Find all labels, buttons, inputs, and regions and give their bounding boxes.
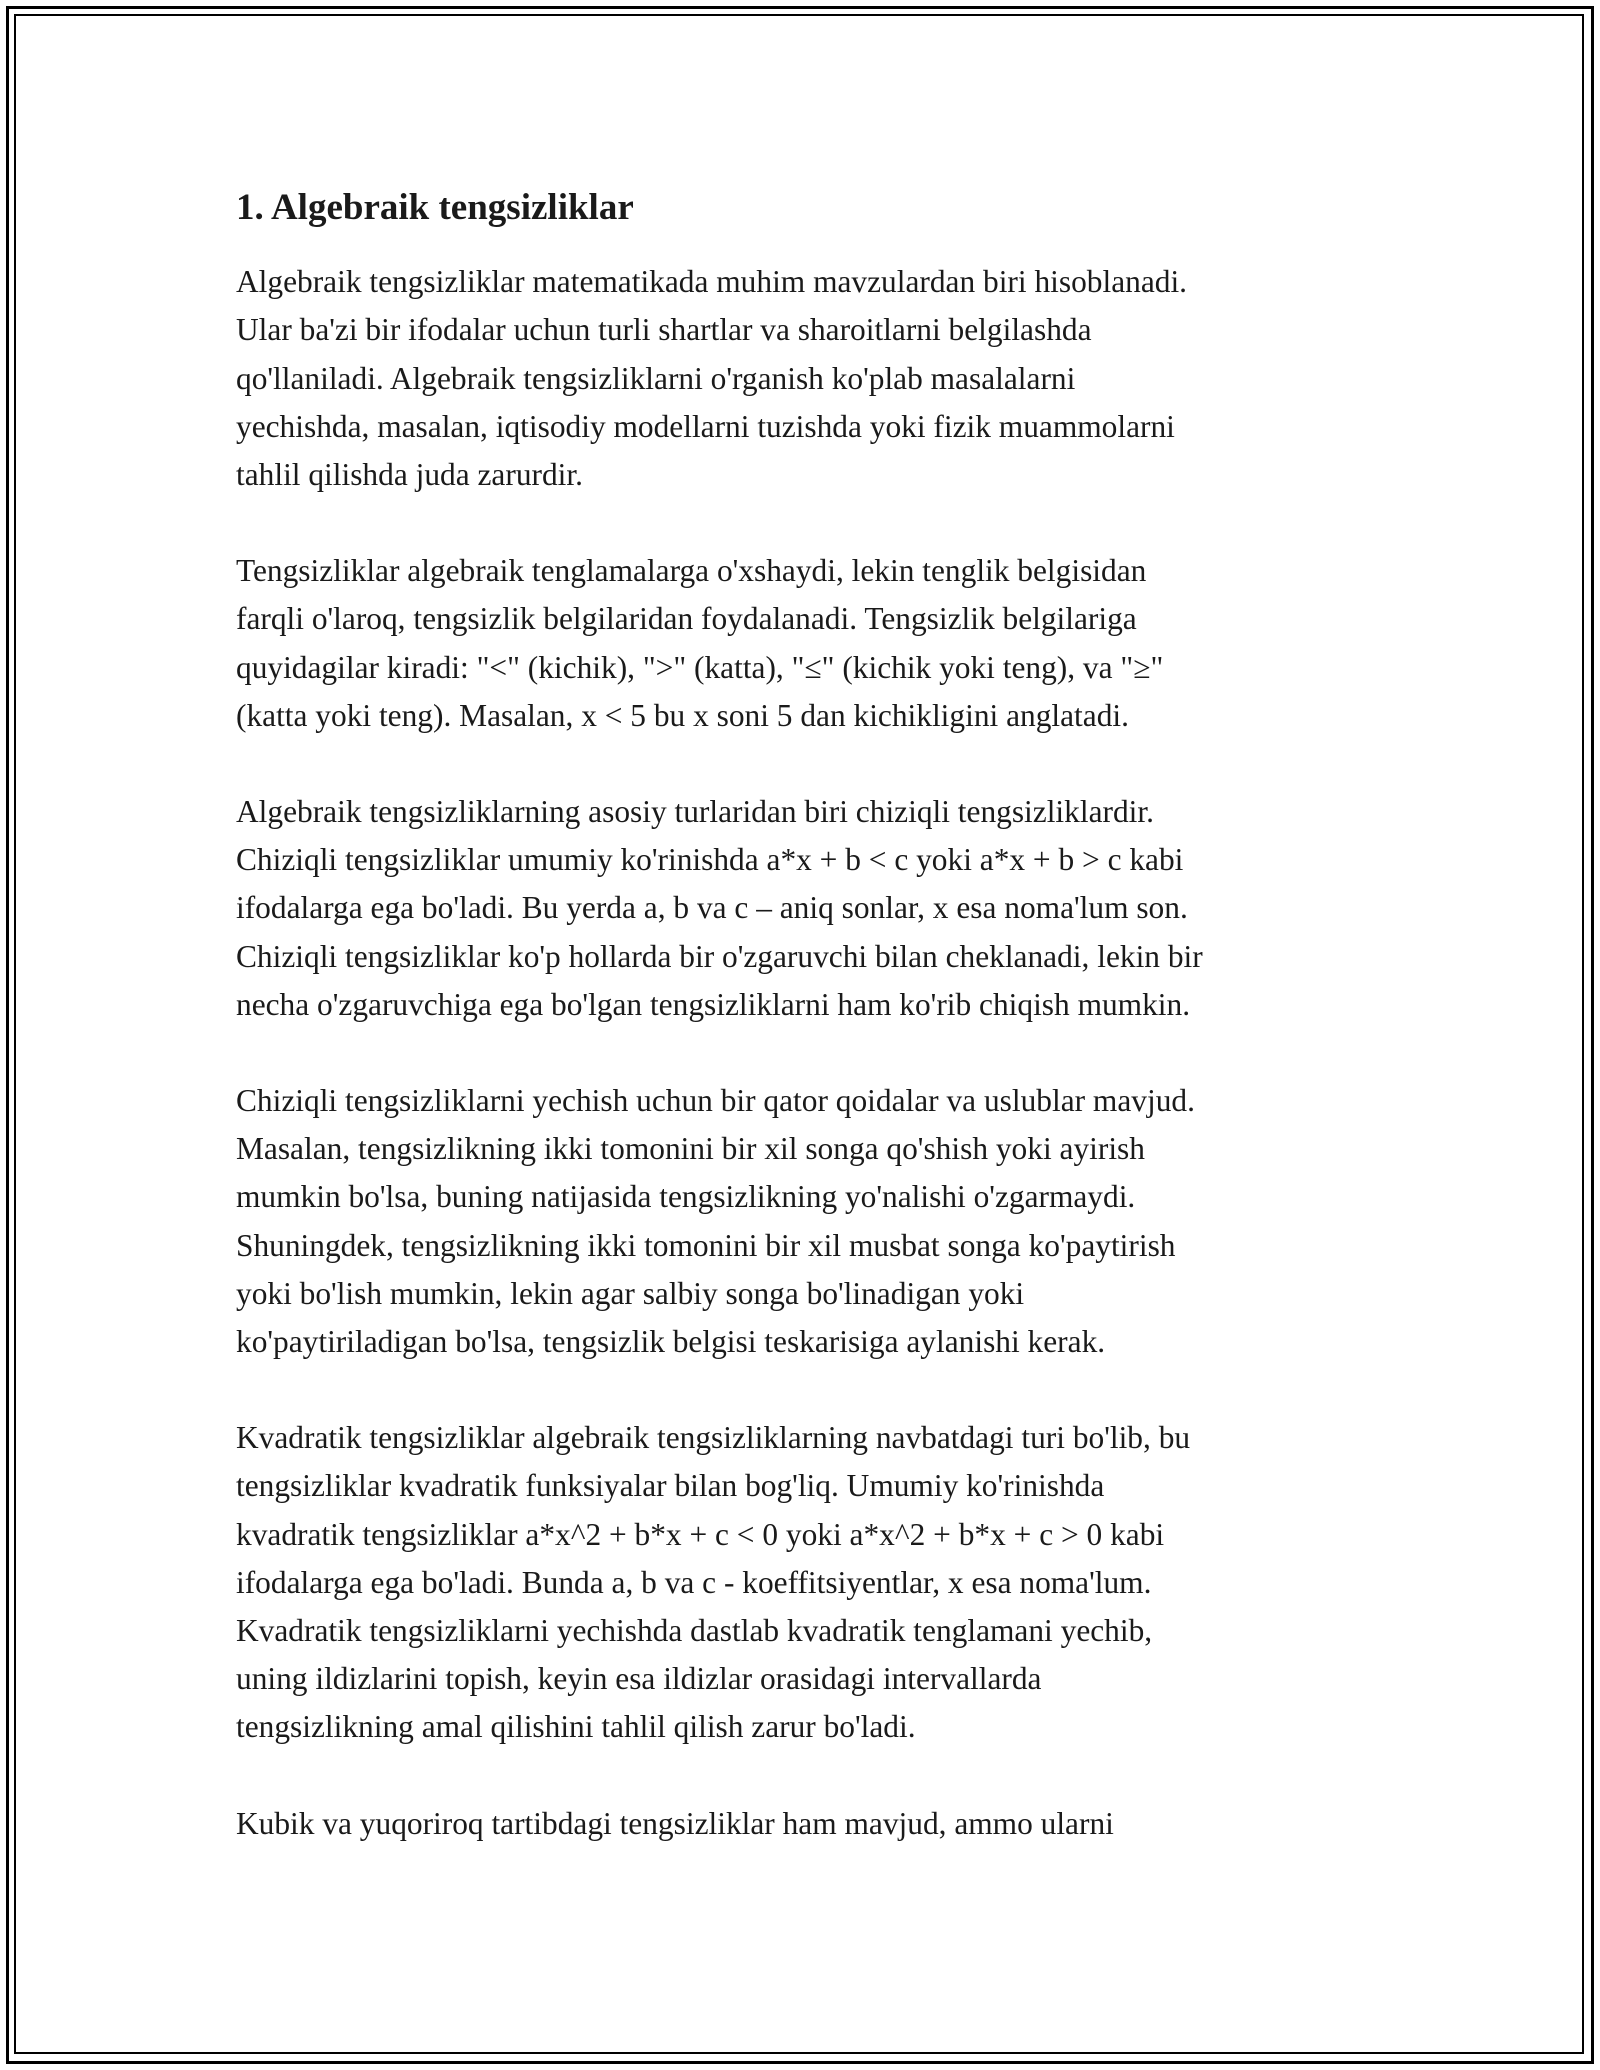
paragraph-line: ifodalarga ega bo'ladi. Bu yerda a, b va c – aniq sonlar, x esa noma'lum son.	[236, 890, 1188, 926]
paragraph-line: Chiziqli tengsizliklarni yechish uchun bir qator qoidalar va uslublar mavjud.	[236, 1082, 1195, 1118]
paragraph-line: tengsizliklar kvadratik funksiyalar bilan bog'liq. Umumiy ko'rinishda	[236, 1468, 1105, 1504]
paragraph-line: ifodalarga ega bo'ladi. Bunda a, b va c - koeffitsiyentlar, x esa noma'lum.	[236, 1564, 1152, 1600]
paragraph-line: Ular ba'zi bir ifodalar uchun turli shartlar va sharoitlarni belgilashda	[236, 312, 1092, 348]
paragraph-line: Algebraik tengsizliklar matematikada muhim mavzulardan biri hisoblanadi.	[236, 264, 1188, 300]
paragraph-line: mumkin bo'lsa, buning natijasida tengsizlikning yo'nalishi o'zgarmaydi.	[236, 1179, 1136, 1215]
paragraph	[236, 1414, 1376, 1751]
paragraph	[236, 1077, 1376, 1366]
paragraph-line: Chiziqli tengsizliklar umumiy ko'rinishda a*x + b < c yoki a*x + b > c kabi	[236, 842, 1184, 878]
paragraph-line: farqli o'laroq, tengsizlik belgilaridan foydalanadi. Tengsizlik belgilariga	[236, 601, 1137, 637]
paragraph-line: Kvadratik tengsizliklarni yechishda dastlab kvadratik tenglamani yechib,	[236, 1612, 1153, 1648]
paragraph-line: uning ildizlarini topish, keyin esa ildizlar orasidagi intervallarda	[236, 1661, 1042, 1697]
paragraph-line: quyidagilar kiradi: "<" (kichik), ">" (katta), "≤" (kichik yoki teng), va "≥"	[236, 649, 1164, 685]
paragraph-line: Chiziqli tengsizliklar ko'p hollarda bir o'zgaruvchi bilan cheklanadi, lekin bir	[236, 938, 1203, 974]
paragraph	[236, 547, 1376, 740]
paragraph-line: Kvadratik tengsizliklar algebraik tengsizliklarning navbatdagi turi bo'lib, bu	[236, 1420, 1191, 1456]
paragraph	[236, 258, 1376, 499]
paragraph-line: tahlil qilishda juda zarurdir.	[236, 456, 583, 492]
paragraph-line: qo'llaniladi. Algebraik tengsizliklarni o'rganish ko'plab masalalarni	[236, 360, 1076, 396]
paragraph-line: (katta yoki teng). Masalan, x < 5 bu x soni 5 dan kichikligini anglatadi.	[236, 697, 1129, 733]
paragraph-line: yoki bo'lish mumkin, lekin agar salbiy songa bo'linadigan yoki	[236, 1275, 1025, 1311]
paragraph-line: necha o'zgaruvchiga ega bo'lgan tengsizliklarni ham ko'rib chiqish mumkin.	[236, 986, 1191, 1022]
paragraph-line: Kubik va yuqoriroq tartibdagi tengsizliklar ham mavjud, ammo ularni	[236, 1805, 1114, 1841]
paragraph-line: yechishda, masalan, iqtisodiy modellarni tuzishda yoki fizik muammolarni	[236, 408, 1175, 444]
paragraph-container	[236, 258, 1376, 1848]
paragraph	[236, 1800, 1376, 1848]
paragraph-line: tengsizlikning amal qilishini tahlil qilish zarur bo'ladi.	[236, 1709, 916, 1745]
paragraph-line: Shuningdek, tengsizlikning ikki tomonini bir xil musbat songa ko'paytirish	[236, 1227, 1176, 1263]
paragraph	[236, 788, 1376, 1029]
paragraph-line: Masalan, tengsizlikning ikki tomonini bir xil songa qo'shish yoki ayirish	[236, 1131, 1145, 1167]
paragraph-line: Algebraik tengsizliklarning asosiy turlaridan biri chiziqli tengsizliklardir.	[236, 793, 1154, 829]
paragraph-line: ko'paytiriladigan bo'lsa, tengsizlik belgisi teskarisiga aylanishi kerak.	[236, 1323, 1106, 1359]
paragraph-line: Tengsizliklar algebraik tenglamalarga o'xshaydi, lekin tenglik belgisidan	[236, 553, 1147, 589]
paragraph-line: kvadratik tengsizliklar a*x^2 + b*x + c < 0 yoki a*x^2 + b*x + c > 0 kabi	[236, 1516, 1165, 1552]
section-heading: 1. Algebraik tengsizliklar	[236, 187, 634, 228]
document-body	[236, 184, 1376, 1896]
